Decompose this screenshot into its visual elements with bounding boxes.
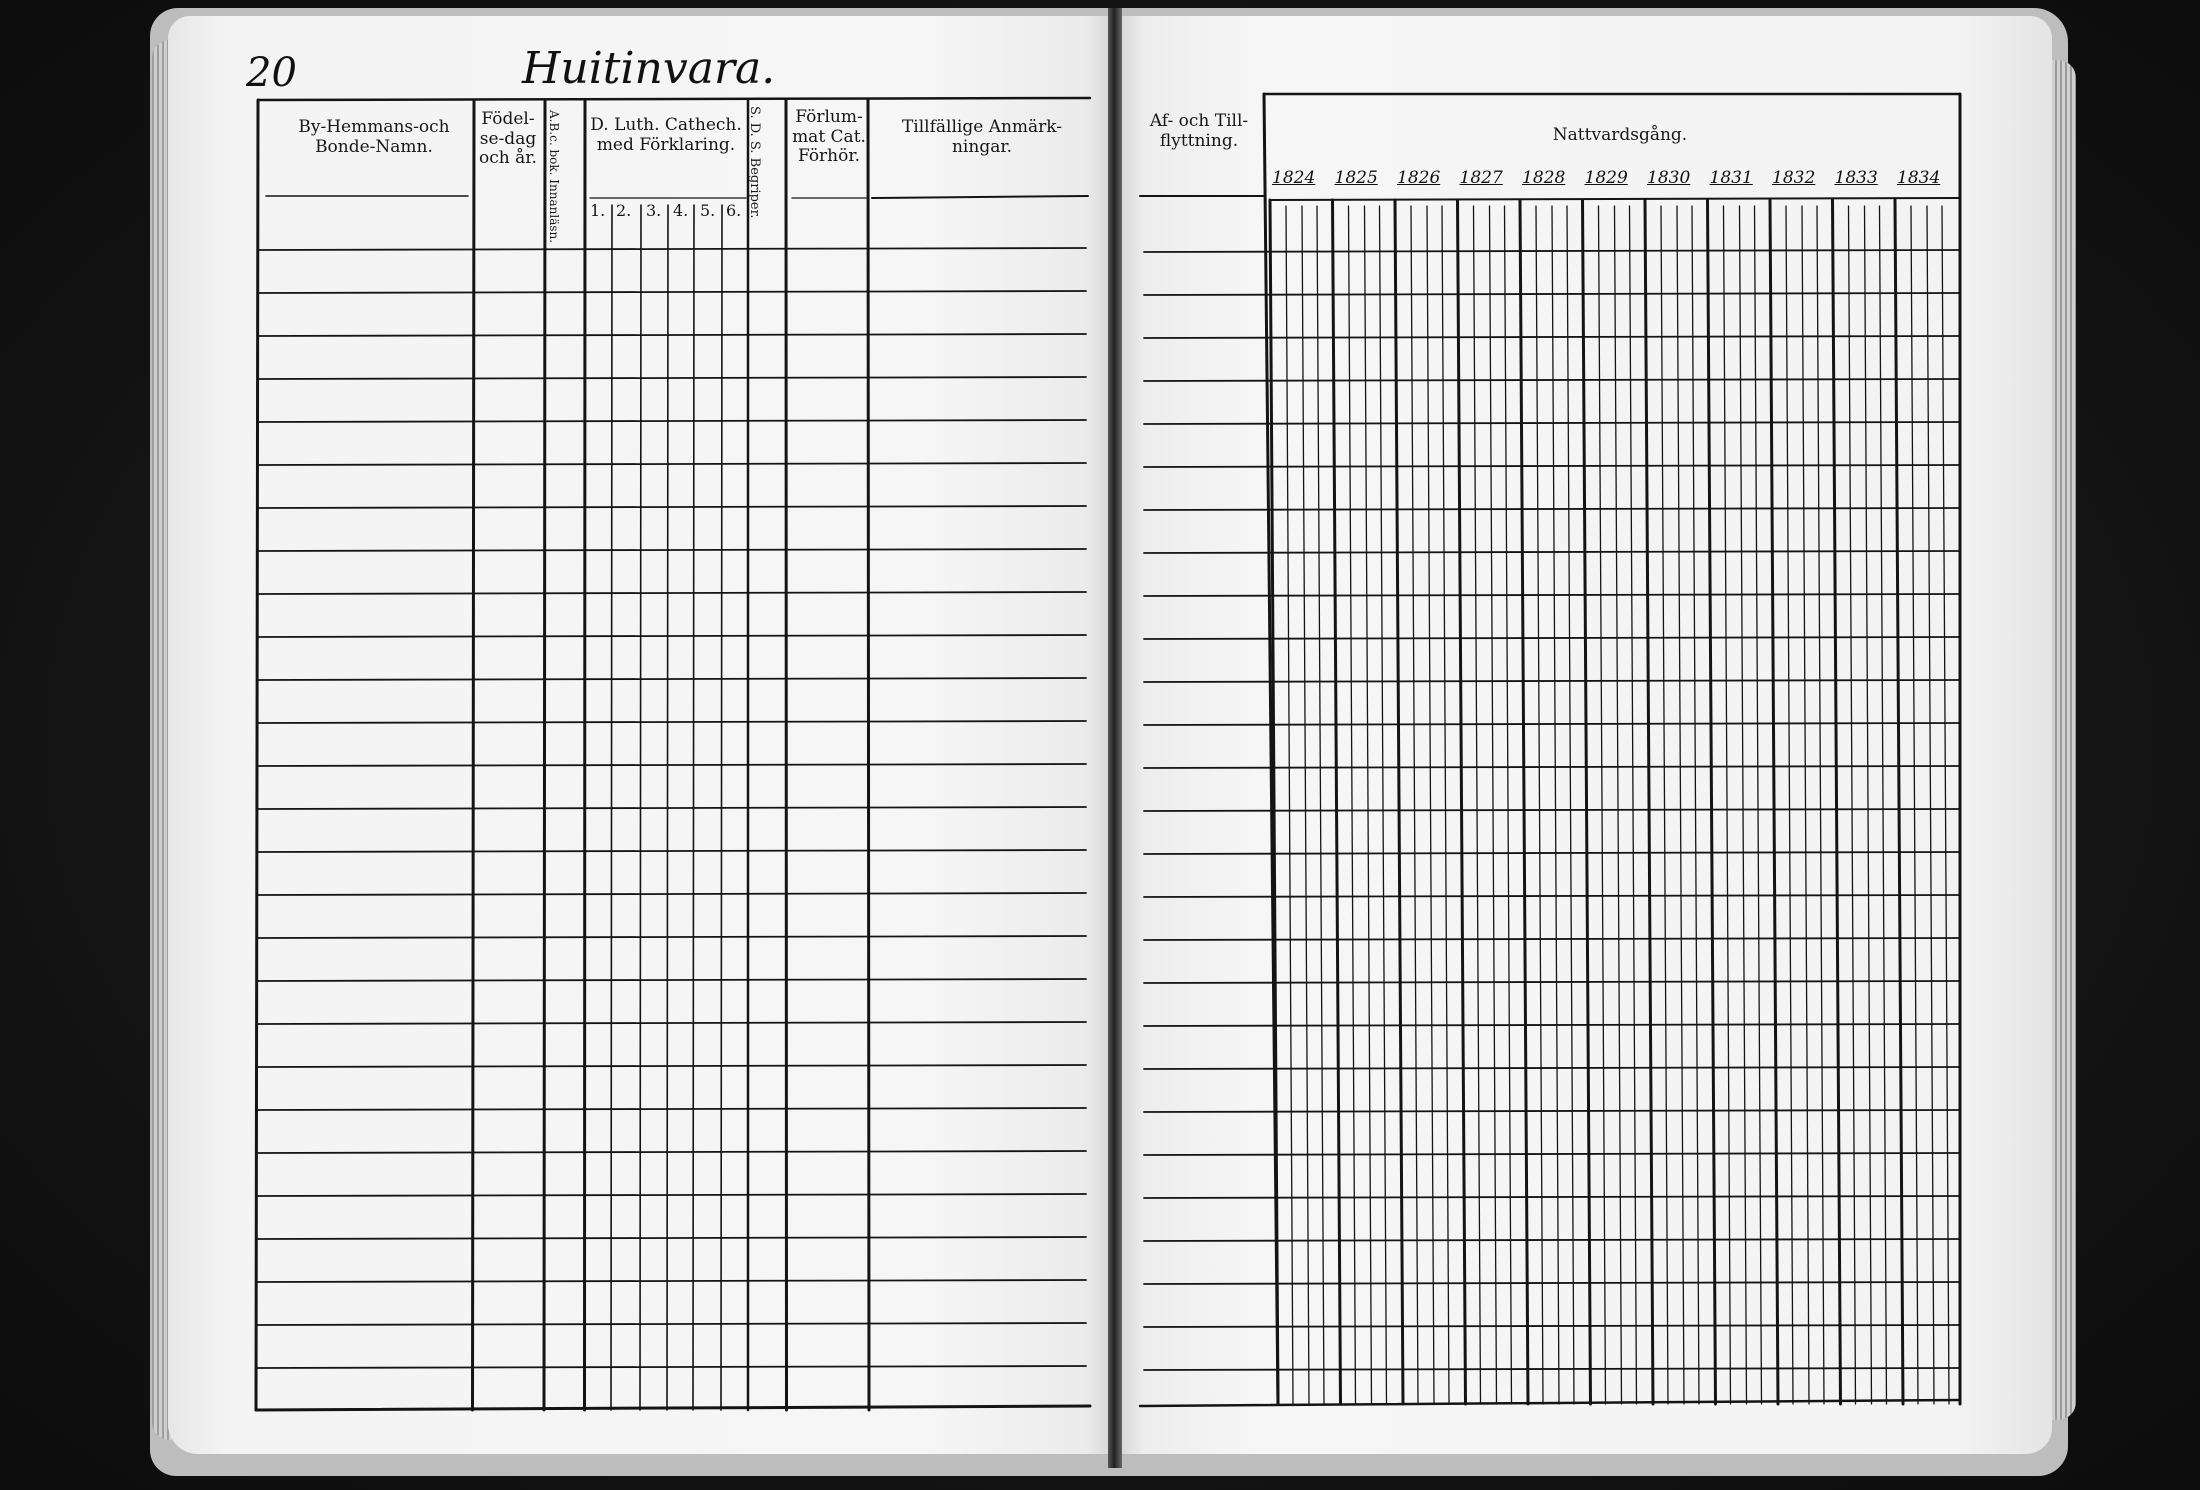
catechism-number: 5. — [700, 201, 716, 220]
row-rule-left — [258, 377, 1086, 379]
year-subcolumn-rule — [1630, 206, 1637, 1404]
catechism-number: 6. — [726, 201, 742, 220]
row-rule-right — [1144, 1282, 1960, 1284]
header-abc-reading: A.B.c. bok. Innanläsn. — [547, 110, 561, 244]
row-rule-right — [1144, 723, 1960, 725]
row-rule-left — [258, 893, 1086, 895]
header-birth-date: Födel-se-dag och år. — [479, 109, 537, 169]
row-rule-left — [258, 1323, 1086, 1325]
year-subcolumn-rule — [1567, 206, 1574, 1404]
year-subcolumn-rule — [1724, 206, 1731, 1404]
row-rule-left — [258, 936, 1086, 938]
row-rule-left — [258, 807, 1086, 809]
year-subcolumn-rule — [1786, 206, 1793, 1404]
year-subcolumn-rule — [1740, 206, 1747, 1404]
row-rule-left — [258, 1194, 1086, 1196]
year-subcolumn-rule — [1880, 206, 1887, 1404]
village-name: Huitinvara. — [522, 43, 776, 94]
row-rule-left — [258, 635, 1086, 637]
catechism-number: 2. — [616, 201, 632, 220]
year-column-rule — [1833, 200, 1841, 1404]
catechism-number: 3. — [646, 201, 662, 220]
row-rule-left — [258, 1237, 1086, 1239]
year-subcolumn-rule — [1615, 206, 1622, 1404]
rule-bottom-left — [256, 1406, 1090, 1410]
header-underline — [1272, 198, 1960, 200]
year-subcolumn-rule — [1552, 206, 1559, 1404]
column-rule-left — [256, 100, 258, 1410]
column-rule-left — [868, 100, 869, 1410]
column-rule-left — [473, 100, 475, 1410]
year-subcolumn-rule — [1865, 206, 1872, 1404]
header-communion: Nattvardsgång. — [1552, 125, 1688, 145]
header-neglected-hearing: Förlum-mat Cat. Förhör. — [792, 107, 866, 167]
row-rule-left — [258, 1151, 1086, 1153]
year-subcolumn-rule — [1380, 206, 1387, 1404]
row-rule-right — [1144, 465, 1960, 467]
row-rule-left — [258, 291, 1086, 293]
row-rule-left — [258, 764, 1086, 766]
year-subcolumn-rule — [1411, 206, 1418, 1404]
year-subcolumn-rule — [1474, 206, 1481, 1404]
communion-year-label: 1825 — [1334, 168, 1378, 188]
row-rule-left — [258, 1108, 1086, 1110]
communion-year-label: 1829 — [1584, 168, 1628, 188]
row-rule-left — [258, 334, 1086, 336]
row-rule-right — [1144, 1368, 1960, 1370]
row-rule-right — [1144, 1239, 1960, 1241]
communion-year-label: 1830 — [1647, 168, 1691, 188]
row-rule-left — [258, 1366, 1086, 1368]
row-rule-left — [258, 506, 1086, 508]
year-subcolumn-rule — [1505, 206, 1512, 1404]
communion-year-label: 1832 — [1772, 168, 1816, 188]
row-rule-left — [258, 549, 1086, 551]
row-rule-right — [1144, 508, 1960, 510]
column-rule-left — [544, 100, 545, 1410]
row-rule-left — [258, 420, 1086, 422]
row-rule-left — [258, 850, 1086, 852]
row-rule-left — [258, 592, 1086, 594]
year-subcolumn-rule — [1599, 206, 1606, 1404]
row-rule-left — [258, 721, 1086, 723]
year-subcolumn-rule — [1349, 206, 1356, 1404]
communion-year-label: 1824 — [1272, 168, 1316, 188]
rule-bottom-right — [1140, 1400, 1960, 1406]
year-column-rule — [1895, 200, 1903, 1404]
year-subcolumn-rule — [1927, 206, 1934, 1404]
year-subcolumn-rule — [1942, 206, 1949, 1404]
row-rule-right — [1144, 1196, 1960, 1198]
year-subcolumn-rule — [1490, 206, 1497, 1404]
row-rule-left — [258, 678, 1086, 680]
row-rule-left — [258, 1065, 1086, 1067]
year-subcolumn-rule — [1849, 206, 1856, 1404]
year-column-rule — [1770, 200, 1778, 1404]
communion-year-label: 1828 — [1522, 168, 1566, 188]
year-subcolumn-rule — [1755, 206, 1762, 1404]
header-sds: S. D. S. Begriper. — [747, 106, 762, 219]
header-underline — [872, 196, 1088, 198]
year-subcolumn-rule — [1677, 206, 1684, 1404]
year-subcolumn-rule — [1286, 206, 1293, 1404]
row-rule-right — [1144, 1325, 1960, 1327]
communion-year-label: 1834 — [1897, 168, 1941, 188]
communion-year-label: 1831 — [1709, 168, 1753, 188]
row-rule-left — [258, 979, 1086, 981]
row-rule-right — [1144, 680, 1960, 682]
year-subcolumn-rule — [1817, 206, 1824, 1404]
header-notes: Tillfällige Anmärk-ningar. — [901, 117, 1063, 157]
year-subcolumn-rule — [1317, 206, 1324, 1404]
row-rule-right — [1144, 637, 1960, 639]
year-subcolumn-rule — [1911, 206, 1918, 1404]
year-subcolumn-rule — [1365, 206, 1372, 1404]
year-subcolumn-rule — [1442, 206, 1449, 1404]
communion-year-label: 1826 — [1397, 168, 1441, 188]
catechism-number: 4. — [673, 201, 689, 220]
year-subcolumn-rule — [1692, 206, 1699, 1404]
column-rule-left — [786, 100, 787, 1410]
year-column-rule — [1708, 200, 1716, 1404]
catechism-number: 1. — [590, 201, 606, 220]
year-subcolumn-rule — [1427, 206, 1434, 1404]
communion-year-label: 1827 — [1459, 168, 1503, 188]
rule-top-left — [258, 98, 1090, 100]
year-subcolumn-rule — [1302, 206, 1309, 1404]
year-subcolumn-rule — [1536, 206, 1543, 1404]
communion-year-label: 1833 — [1834, 168, 1878, 188]
row-rule-left — [258, 463, 1086, 465]
row-rule-right — [1144, 551, 1960, 553]
header-moving: Af- och Till-flyttning. — [1149, 111, 1249, 151]
row-rule-left — [258, 248, 1086, 250]
header-farm-name: By-Hemmans-och Bonde-Namn. — [298, 117, 450, 157]
column-rule-left — [585, 100, 586, 1410]
header-catechism: D. Luth. Cathech. med Förklaring. — [590, 115, 742, 155]
row-rule-left — [258, 1022, 1086, 1024]
year-subcolumn-rule — [1802, 206, 1809, 1404]
row-rule-right — [1144, 594, 1960, 596]
page-number: 20 — [246, 50, 297, 96]
year-subcolumn-rule — [1661, 206, 1668, 1404]
row-rule-left — [258, 1280, 1086, 1282]
